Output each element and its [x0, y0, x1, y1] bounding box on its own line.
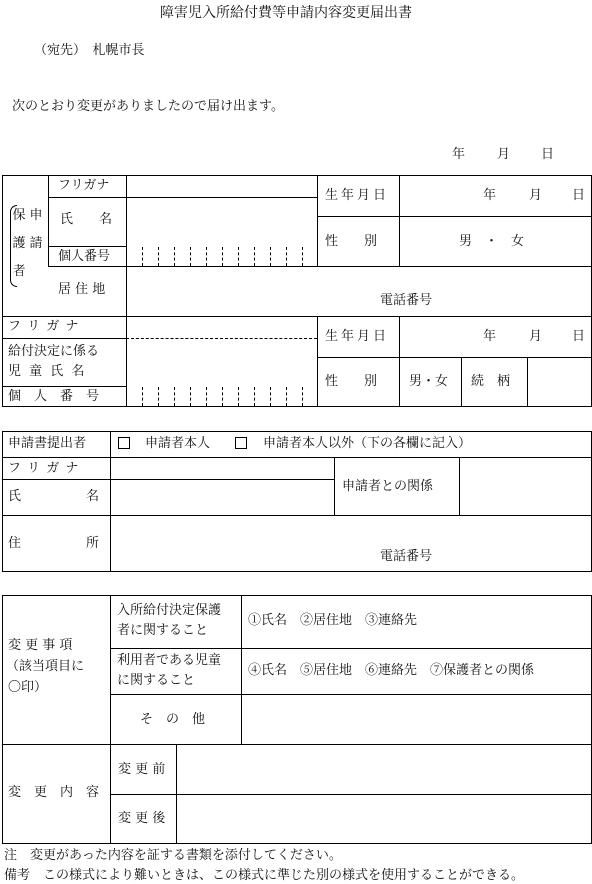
submitter-furigana-label: フ リ ガ ナ — [8, 461, 80, 476]
child-relation-label: 続 柄 — [471, 374, 511, 389]
date-year-label: 年 — [452, 147, 466, 162]
child-furigana-label: フ リ ガ ナ — [8, 319, 80, 334]
page-title: 障害児入所給付費等申請内容変更届出書 — [160, 5, 412, 21]
child-name-label-line1: 給付決定に係る — [8, 344, 100, 359]
submitter-other-label: 申請者本人以外（下の各欄に記入） — [263, 436, 472, 451]
after-change-label: 変 更 後 — [118, 811, 166, 826]
guardian-side-label-col2: 保 護 者 — [12, 208, 26, 279]
submitter-name-label: 氏 名 — [8, 489, 100, 504]
date-month-label: 月 — [497, 147, 511, 162]
guardian-sex-label: 性 別 — [325, 234, 378, 249]
guardian-name-label: 氏 名 — [60, 212, 113, 227]
child-category-line2: に関すること — [117, 673, 196, 688]
guardian-side-label-col1: 申 請 — [29, 208, 43, 251]
guardian-birth-label: 生年月日 — [325, 188, 390, 203]
child-birth-day: 日 — [572, 329, 586, 344]
change-items-label-line2: （該当項目に — [6, 659, 85, 674]
child-birth-label: 生年月日 — [325, 329, 390, 344]
submitter-address-label: 住 所 — [8, 536, 100, 551]
submitter-self-checkbox[interactable] — [118, 437, 130, 449]
before-change-label: 変 更 前 — [118, 762, 166, 777]
guardian-category-line1: 入所給付決定保護 — [117, 603, 222, 618]
intro-text: 次のとおり変更がありましたので届け出ます。 — [12, 99, 284, 114]
submitter-phone-label: 電話番号 — [380, 549, 433, 564]
date-day-label: 日 — [541, 147, 555, 162]
submitter-self-label: 申請者本人 — [145, 436, 211, 451]
guardian-change-items: ①氏名 ②居住地 ③連絡先 — [248, 613, 418, 628]
other-category-label: そ の 他 — [140, 712, 206, 727]
submitter-label: 申請書提出者 — [8, 436, 87, 451]
child-category-line1: 利用者である児童 — [117, 653, 222, 668]
guardian-birth-year: 年 — [483, 188, 497, 203]
change-content-label: 変 更 内 容 — [8, 785, 100, 800]
child-birth-year: 年 — [483, 329, 497, 344]
submitter-other-checkbox[interactable] — [235, 437, 247, 449]
child-birth-month: 月 — [529, 329, 543, 344]
child-sex-label: 性 別 — [325, 374, 378, 389]
guardian-category-line2: 者に関すること — [117, 623, 209, 638]
change-items-label-line1: 変 更 事 項 — [8, 638, 73, 653]
guardian-birth-month: 月 — [529, 188, 543, 203]
guardian-address-label: 居 住 地 — [58, 282, 106, 297]
child-my-number-label: 個 人 番 号 — [8, 389, 100, 404]
guardian-birth-day: 日 — [572, 188, 586, 203]
note-text: 注 変更があった内容を証する書類を添付してください。 — [4, 848, 342, 863]
child-change-items: ④氏名 ⑤居住地 ⑥連絡先 ⑦保護者との関係 — [248, 663, 535, 678]
guardian-sex-options: 男 ・ 女 — [459, 234, 525, 249]
guardian-phone-label: 電話番号 — [380, 293, 433, 308]
child-name-label-line2: 児 童 氏 名 — [8, 364, 87, 379]
guardian-my-number-label: 個人番号 — [58, 249, 111, 264]
submitter-relation-label: 申請者との関係 — [342, 479, 434, 494]
child-sex-options: 男・女 — [409, 374, 449, 389]
change-items-label-line3: 〇印） — [8, 680, 48, 695]
addressee: （宛先） 札幌市長 — [34, 43, 145, 58]
remark-text: 備考 この様式により難いときは、この様式に準じた別の様式を使用することができる。 — [4, 868, 525, 883]
guardian-furigana-label: フリガナ — [58, 178, 110, 193]
